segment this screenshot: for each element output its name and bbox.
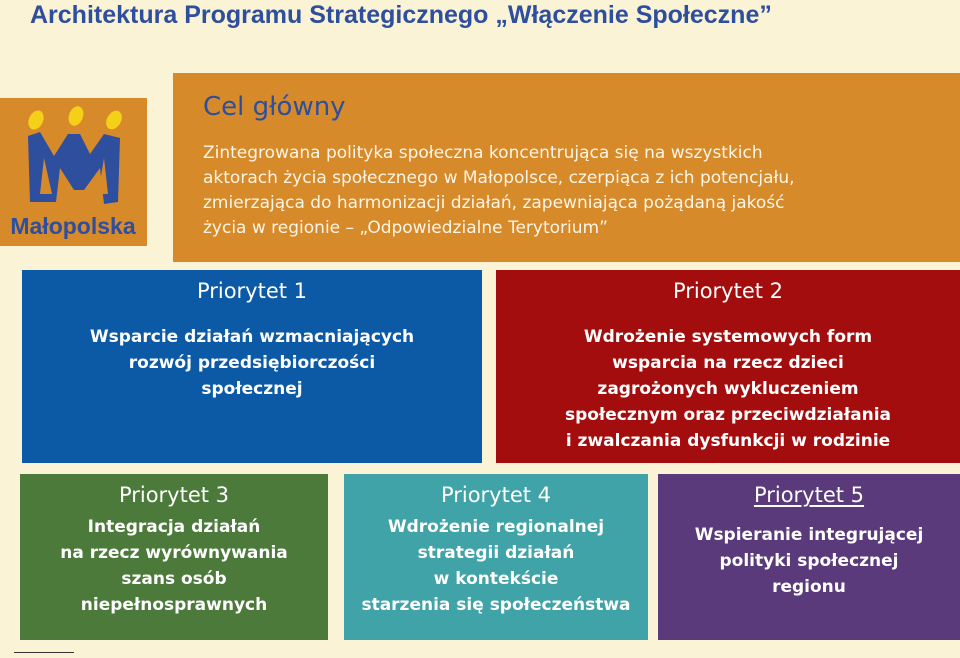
priority-line: szans osób [121, 569, 227, 589]
priority-1-heading: Priorytet 1 [196, 279, 308, 303]
priority-line: na rzecz wyrównywania [60, 543, 288, 563]
page-title: Architektura Programu Strategicznego „Włączenie Społeczne” [30, 1, 772, 29]
footer-divider [14, 652, 74, 653]
priority-line: Wspieranie integrującej [694, 525, 924, 545]
priority-5-text [658, 522, 960, 600]
priority-line: Wsparcie działań wzmacniających [89, 327, 415, 347]
priority-line: zagrożonych wykluczeniem [597, 379, 859, 399]
priority-line: strategii działań [417, 543, 575, 563]
priority-line: rozwój przedsiębiorczości [128, 353, 376, 373]
priority-3-box [20, 474, 328, 640]
logo-text: Małopolska [10, 213, 136, 239]
malopolska-logo [0, 98, 147, 246]
priority-5-box [658, 474, 960, 640]
priority-line: społecznym oraz przeciwdziałania [564, 405, 892, 425]
priority-2-heading: Priorytet 2 [672, 279, 784, 303]
priority-line: wsparcia na rzecz dzieci [612, 353, 844, 373]
goal-box [173, 73, 960, 262]
priority-line: Integracja działań [87, 517, 261, 537]
goal-line: zmierzająca do harmonizacji działań, zapewniająca pożądaną jakość [203, 193, 785, 213]
priority-3-heading: Priorytet 3 [118, 483, 230, 507]
malopolska-crown-logo-icon [0, 98, 147, 246]
goal-line: życia w regionie – „Odpowiedzialne Terytorium” [203, 218, 608, 238]
priority-2-box [496, 270, 960, 463]
goal-line: aktorach życia społecznego w Małopolsce, czerpiąca z ich potencjału, [203, 168, 795, 188]
priority-3-text [20, 514, 328, 618]
goal-text [203, 141, 960, 241]
goal-heading: Cel główny [203, 92, 346, 122]
priority-line: regionu [772, 577, 846, 597]
priority-5-heading: Priorytet 5 [753, 483, 865, 507]
priority-line: i zwalczania dysfunkcji w rodzinie [565, 431, 891, 451]
priority-2-text [496, 324, 960, 454]
priority-line: niepełnosprawnych [80, 595, 268, 615]
priority-line: starzenia się społeczeństwa [361, 595, 631, 615]
priority-line: społecznej [201, 379, 303, 399]
priority-line: polityki społecznej [719, 551, 899, 571]
priority-line: Wdrożenie systemowych form [583, 327, 873, 347]
priority-4-text [344, 514, 648, 618]
priority-line: Wdrożenie regionalnej [387, 517, 605, 537]
priority-1-box [22, 270, 482, 463]
priority-4-box [344, 474, 648, 640]
priority-line: w kontekście [433, 569, 559, 589]
priority-4-heading: Priorytet 4 [440, 483, 552, 507]
priority-1-text [22, 324, 482, 402]
goal-line: Zintegrowana polityka społeczna koncentrująca się na wszystkich [203, 143, 763, 163]
